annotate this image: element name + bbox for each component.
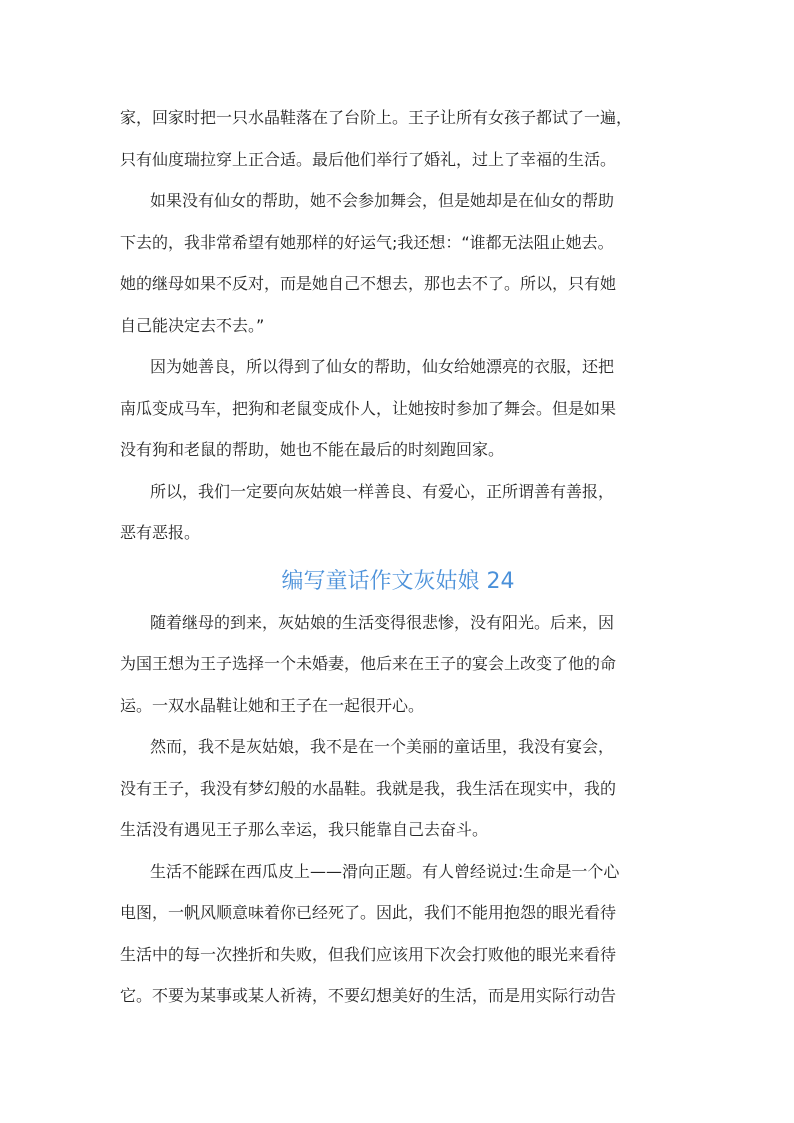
paragraph — [120, 726, 676, 851]
essay-section-2 — [120, 602, 676, 1017]
text-line: 随着继母的到来，灰姑娘的生活变得很悲惨，没有阳光。后来，因 — [150, 612, 615, 632]
text-line: 没有王子，我没有梦幻般的水晶鞋。我就是我，我生活在现实中，我的 — [120, 778, 617, 798]
text-line: 电图，一帆风顺意味着你已经死了。因此，我们不能用抱怨的眼光看待 — [120, 903, 617, 922]
text-line: 因为她善良，所以得到了仙女的帮助，仙女给她漂亮的衣服，还把 — [150, 357, 615, 376]
paragraph — [120, 851, 676, 1017]
text-line: 如果没有仙女的帮助，她不会参加舞会，但是她却是在仙女的帮助 — [150, 191, 615, 210]
paragraph — [120, 602, 676, 727]
document-body — [120, 97, 676, 1017]
text-line: 自己能决定去不去。” — [120, 315, 265, 335]
text-line: 生活不能踩在西瓜皮上——滑向正题。有人曾经说过:生命是一个心 — [150, 861, 620, 881]
text-line: 她的继母如果不反对，而是她自己不想去，那也去不了。所以，只有她 — [120, 274, 617, 293]
text-line: 生活没有遇见王子那么幸运，我只能靠自己去奋斗。 — [120, 820, 489, 839]
text-line: 所以，我们一定要向灰姑娘一样善良、有爱心，正所谓善有善报， — [150, 481, 615, 501]
text-line: 生活中的每一次挫折和失败，但我们应该用下次会打败他的眼光来看待 — [120, 944, 617, 964]
text-line: 然而，我不是灰姑娘，我不是在一个美丽的童话里，我没有宴会， — [150, 737, 615, 756]
paragraph — [120, 180, 676, 346]
text-line: 恶有恶报。 — [120, 523, 201, 542]
text-line: 它。不要为某事或某人祈祷，不要幻想美好的生活，而是用实际行动告 — [120, 986, 617, 1005]
text-line: 为国王想为王子选择一个未婚妻，他后来在王子的宴会上改变了他的命 — [120, 654, 617, 673]
text-line: 运。一双水晶鞋让她和王子在一起很开心。 — [120, 695, 425, 715]
text-line: 家，回家时把一只水晶鞋落在了台阶上。王子让所有女孩子都试了一遍， — [120, 108, 633, 127]
text-line: 下去的，我非常希望有她那样的好运气;我还想：“谁都无法阻止她去。 — [120, 232, 614, 252]
text-line: 没有狗和老鼠的帮助，她也不能在最后的时刻跑回家。 — [120, 440, 505, 459]
text-line: 只有仙度瑞拉穿上正合适。最后他们举行了婚礼，过上了幸福的生活。 — [120, 149, 617, 169]
paragraph — [120, 346, 676, 471]
text-line: 南瓜变成马车，把狗和老鼠变成仆人，让她按时参加了舞会。但是如果 — [120, 398, 617, 418]
paragraph — [120, 471, 676, 554]
essay-heading: 编写童话作文灰姑娘 24 — [281, 568, 515, 594]
essay-section-1 — [120, 97, 676, 554]
paragraph-continuation — [120, 97, 676, 180]
